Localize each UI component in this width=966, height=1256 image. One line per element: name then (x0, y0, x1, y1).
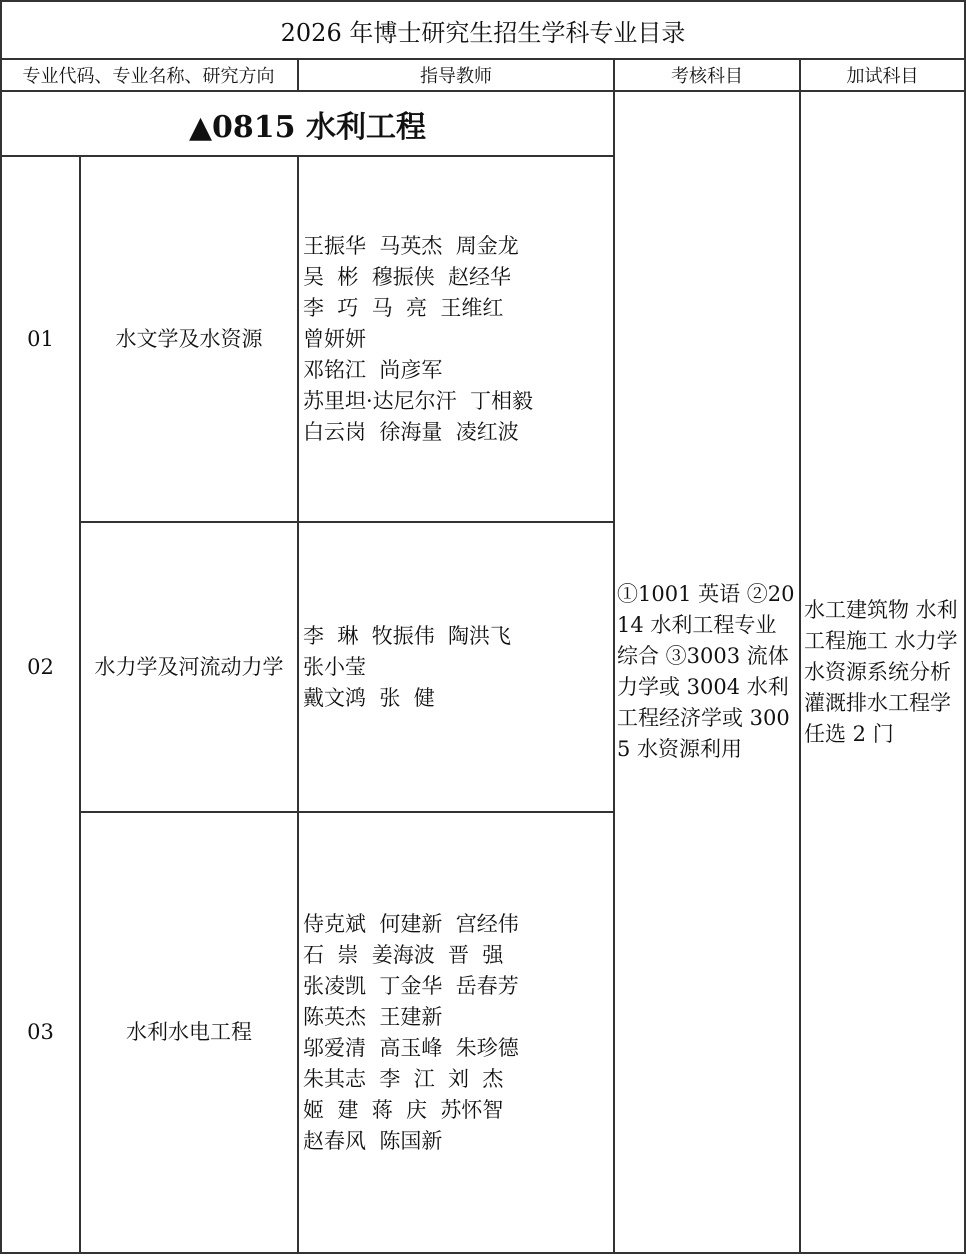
header-major: 专业代码、专业名称、研究方向 (22, 66, 275, 87)
teacher-line: 白云岗 徐海量 凌红波 (303, 419, 519, 444)
teacher-line: 李 巧 马 亮 王维红 (303, 295, 504, 320)
teacher-line: 李 琳 牧振伟 陶洪飞 (303, 623, 512, 648)
direction-name-02: 水力学及河流动力学 (94, 654, 284, 679)
extra-subjects (801, 92, 964, 1252)
header-exam: 考核科目 (671, 66, 743, 87)
teacher-line: 石 崇 姜海波 晋 强 (303, 942, 504, 967)
teacher-line: 王振华 马英杰 周金龙 (303, 233, 519, 258)
teacher-line: 曾妍妍 (303, 326, 366, 351)
border-bottom (0, 1252, 966, 1254)
teacher-line: 侍克斌 何建新 宫经伟 (303, 911, 519, 936)
direction-code-03: 03 (27, 1020, 54, 1044)
teacher-line: 朱其志 李 江 刘 杰 (303, 1066, 504, 1091)
teachers-03 (299, 813, 613, 1252)
direction-code-02: 02 (27, 654, 54, 679)
teacher-line: 姬 建 蒋 庆 苏怀智 (303, 1097, 504, 1122)
teacher-line: 邬爱清 高玉峰 朱珍德 (303, 1035, 519, 1060)
direction-name-03: 水利水电工程 (126, 1020, 252, 1044)
teacher-line: 张凌凯 丁金华 岳春芳 (303, 973, 519, 998)
teacher-list-01 (303, 231, 533, 448)
teacher-list-03 (303, 909, 519, 1157)
exam-subjects (615, 92, 799, 1252)
teacher-line: 苏里坦·达尼尔汗 丁相毅 (303, 388, 534, 413)
teacher-line: 戴文鸿 张 健 (303, 685, 435, 710)
major-title: ▲0815 水利工程 (188, 109, 426, 145)
teacher-line: 张小莹 (303, 654, 366, 679)
header-advisors: 指导教师 (420, 66, 492, 87)
teacher-line: 吴 彬 穆振侠 赵经华 (303, 264, 512, 289)
exam-subjects-text: ①1001 英语 ②2014 水利工程专业综合 ③3003 流体力学或 3004 水利工程经济学或 3005 水资源利用 (617, 582, 795, 761)
direction-code-01: 01 (27, 326, 54, 351)
teachers-02 (299, 523, 613, 811)
page-title: 2026 年博士研究生招生学科专业目录 (280, 18, 686, 47)
teacher-list-02 (303, 621, 511, 714)
extra-subjects-text: 水工建筑物 水利工程施工 水力学 水资源系统分析 灌溉排水工程学 任选 2 门 (804, 597, 958, 746)
direction-name-01: 水文学及水资源 (115, 326, 263, 351)
teacher-line: 赵春风 陈国新 (303, 1128, 443, 1153)
teachers-01 (299, 157, 613, 521)
teacher-line: 陈英杰 王建新 (303, 1004, 443, 1029)
teacher-line: 邓铭江 尚彦军 (303, 357, 443, 382)
header-extra: 加试科目 (846, 66, 919, 87)
